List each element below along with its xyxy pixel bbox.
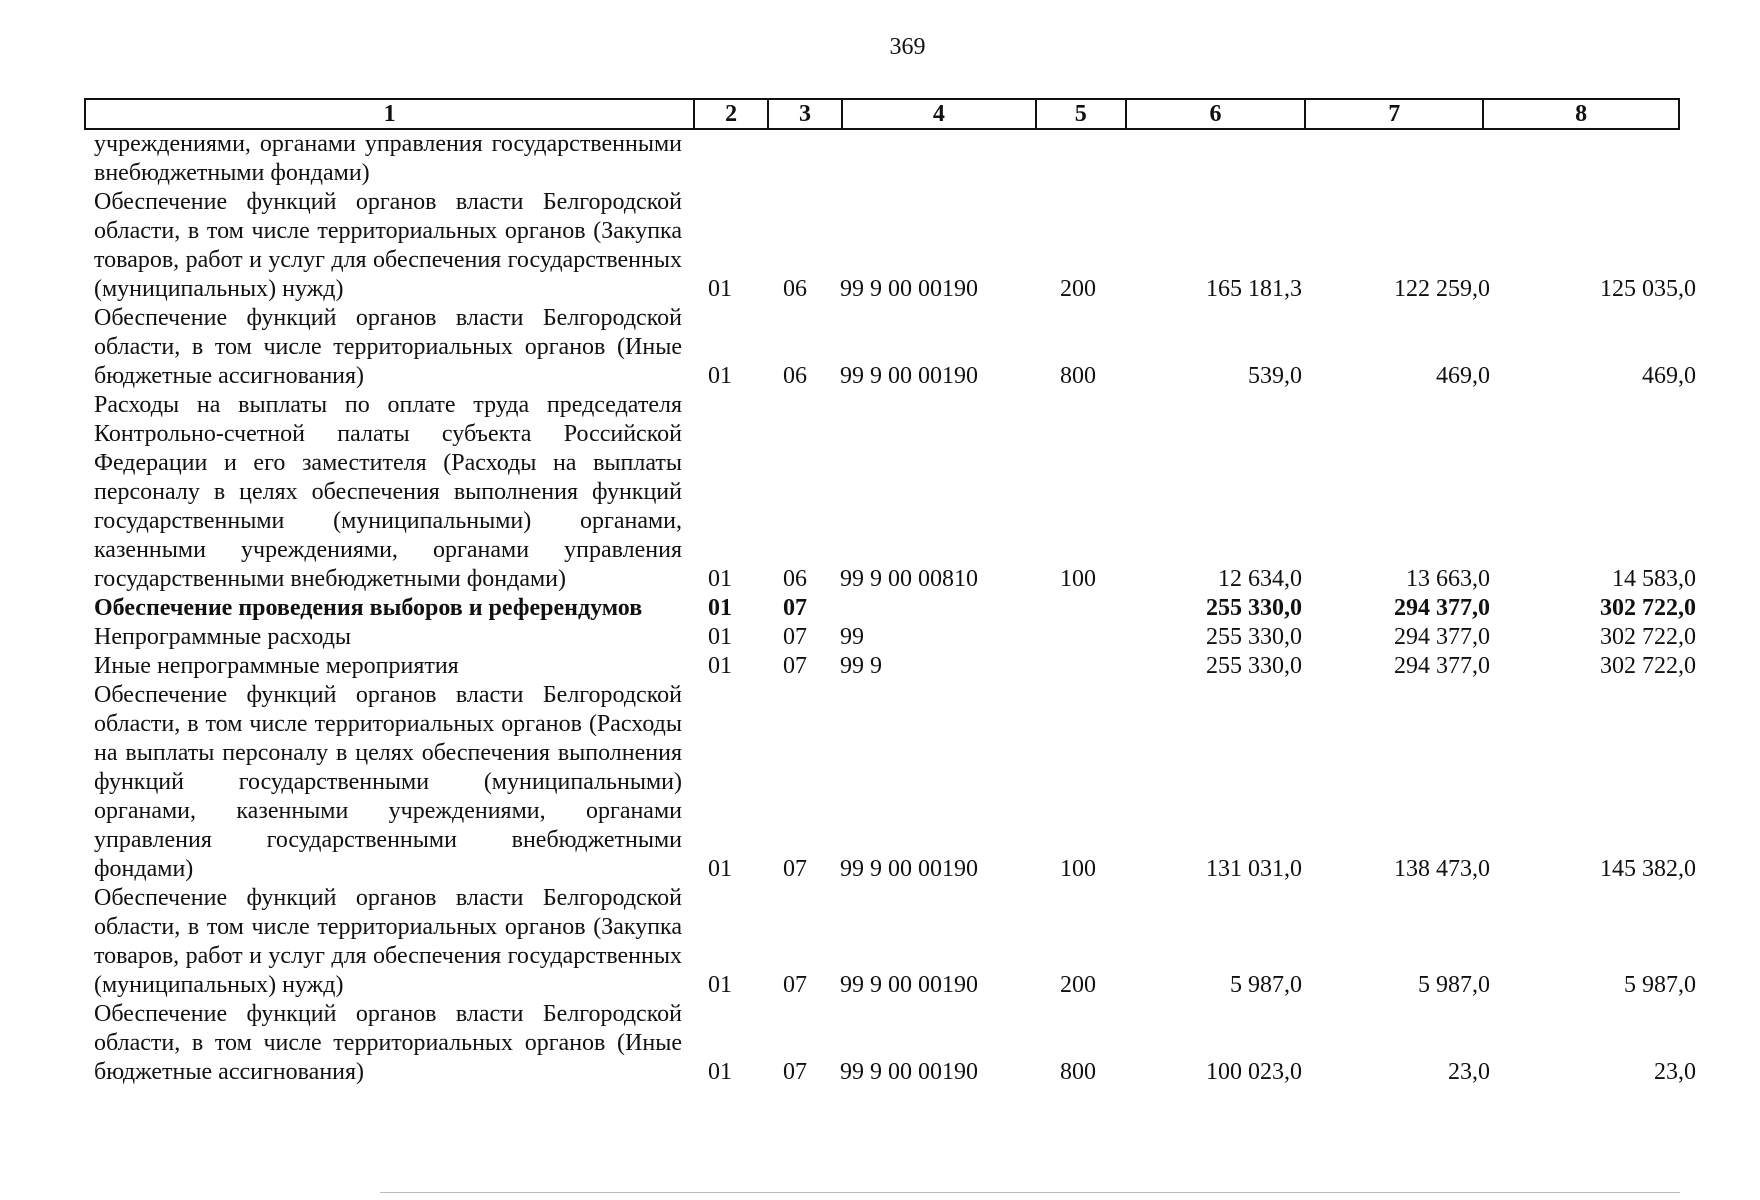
row-subsection: 07 [783,856,807,882]
row-expense-type [1034,594,1122,623]
row-amount-col7 [1312,130,1500,188]
column-header: 1 [383,101,396,127]
row-amount-col6: 255 330,0 [1206,595,1302,621]
row-expense-type: 200 [1060,276,1096,302]
row-amount-col7: 122 259,0 [1394,276,1490,302]
row-target-code: 99 9 [840,653,882,679]
row-description: Иные непрограммные мероприятия [94,653,459,679]
row-amount-col7: 138 473,0 [1394,856,1490,882]
row-amount-col8: 469,0 [1642,363,1696,389]
row-expense-type [1034,623,1122,652]
row-amount-col6: 5 987,0 [1230,972,1302,998]
row-description: Обеспечение функций органов власти Белгородской области, в том числе территориальных органов (Иные бюджетные ассигнования) [94,1001,682,1085]
row-amount-col8: 23,0 [1654,1059,1696,1085]
table-row [94,188,1696,304]
column-header: 5 [1036,99,1126,129]
row-expense-type: 800 [1060,363,1096,389]
row-description: Обеспечение функций органов власти Белгородской области, в том числе территориальных органов (Иные бюджетные ассигнования) [94,305,682,389]
row-amount-col7: 469,0 [1436,363,1490,389]
row-amount-col6: 255 330,0 [1206,624,1302,650]
row-description: Расходы на выплаты по оплате труда председателя Контрольно-счетной палаты субъекта Российской Федерации и его заместителя (Расходы на выплаты персоналу в целях обеспечения выполнения функций государственными (муниципальными) органами, казенными учреждениями, органами управления государственными внебюджетными фондами) [94,392,682,592]
row-description: учреждениями, органами управления государственными внебюджетными фондами) [94,131,682,186]
column-header: 3 [768,99,842,129]
column-header-row [85,99,1679,129]
page-number: 369 [889,34,926,60]
row-expense-type: 800 [1060,1059,1096,1085]
table-row [94,304,1696,391]
column-header: 8 [1483,99,1679,129]
table-row [94,884,1696,1000]
column-header: 2 [694,99,768,129]
row-section [682,130,758,188]
row-amount-col8: 5 987,0 [1624,972,1696,998]
row-section: 01 [708,972,732,998]
row-subsection: 07 [783,972,807,998]
row-target-code: 99 9 00 00190 [840,276,978,302]
row-subsection: 06 [783,276,807,302]
row-amount-col8: 125 035,0 [1600,276,1696,302]
row-amount-col6 [1122,130,1312,188]
table-row [94,1000,1696,1087]
row-section: 01 [708,624,732,650]
row-subsection: 07 [783,595,807,621]
row-subsection [758,130,832,188]
row-description: Обеспечение функций органов власти Белгородской области, в том числе территориальных органов (Расходы на выплаты персоналу в целях обеспечения выполнения функций государственными (муниципальными) органами, казенными учреждениями, органами управления государственными внебюджетными фондами) [94,682,682,882]
bottom-divider [380,1192,1680,1193]
row-amount-col7: 13 663,0 [1406,566,1490,592]
row-description: Обеспечение проведения выборов и референдумов [94,595,643,621]
row-amount-col6: 100 023,0 [1206,1059,1302,1085]
row-subsection: 06 [783,566,807,592]
row-amount-col6: 165 181,3 [1206,276,1302,302]
row-amount-col8: 14 583,0 [1612,566,1696,592]
column-header-table [84,98,1680,130]
row-amount-col6: 131 031,0 [1206,856,1302,882]
table-row [94,681,1696,884]
row-target-code: 99 9 00 00190 [840,856,978,882]
row-expense-type [1034,652,1122,681]
table-row [94,623,1696,652]
row-description: Обеспечение функций органов власти Белгородской области, в том числе территориальных органов (Закупка товаров, работ и услуг для обеспечения государственных (муниципальных) нужд) [94,885,682,998]
table-row [94,652,1696,681]
row-description: Непрограммные расходы [94,624,352,650]
row-target-code: 99 9 00 00810 [840,566,978,592]
row-amount-col7: 5 987,0 [1418,972,1490,998]
table-row [94,130,1696,188]
row-section: 01 [708,1059,732,1085]
row-section: 01 [708,653,732,679]
row-target-code: 99 [840,624,864,650]
row-target-code: 99 9 00 00190 [840,363,978,389]
row-amount-col8 [1500,130,1696,188]
row-target-code: 99 9 00 00190 [840,972,978,998]
row-expense-type: 100 [1060,856,1096,882]
budget-table [94,130,1696,1087]
row-amount-col6: 539,0 [1248,363,1302,389]
row-subsection: 07 [783,653,807,679]
row-expense-type: 100 [1060,566,1096,592]
row-amount-col8: 302 722,0 [1600,653,1696,679]
row-description: Обеспечение функций органов власти Белгородской области, в том числе территориальных органов (Закупка товаров, работ и услуг для обеспечения государственных (муниципальных) нужд) [94,189,682,302]
row-target-code: 99 9 00 00190 [840,1059,978,1085]
row-amount-col7: 294 377,0 [1394,624,1490,650]
row-amount-col6: 255 330,0 [1206,653,1302,679]
row-section: 01 [708,276,732,302]
row-section: 01 [708,595,732,621]
row-subsection: 06 [783,363,807,389]
row-amount-col8: 302 722,0 [1600,624,1696,650]
row-target-code [832,130,1034,188]
row-amount-col7: 294 377,0 [1394,595,1490,621]
table-row [94,391,1696,594]
row-target-code [832,594,1034,623]
column-header: 7 [1305,99,1483,129]
column-header: 6 [1126,99,1306,129]
row-amount-col6: 12 634,0 [1218,566,1302,592]
row-section: 01 [708,566,732,592]
row-subsection: 07 [783,1059,807,1085]
row-amount-col7: 23,0 [1448,1059,1490,1085]
row-amount-col8: 145 382,0 [1600,856,1696,882]
row-expense-type [1034,130,1122,188]
table-row [94,594,1696,623]
row-amount-col8: 302 722,0 [1600,595,1696,621]
row-expense-type: 200 [1060,972,1096,998]
column-header: 4 [842,99,1036,129]
row-section: 01 [708,856,732,882]
row-section: 01 [708,363,732,389]
row-amount-col7: 294 377,0 [1394,653,1490,679]
row-subsection: 07 [783,624,807,650]
